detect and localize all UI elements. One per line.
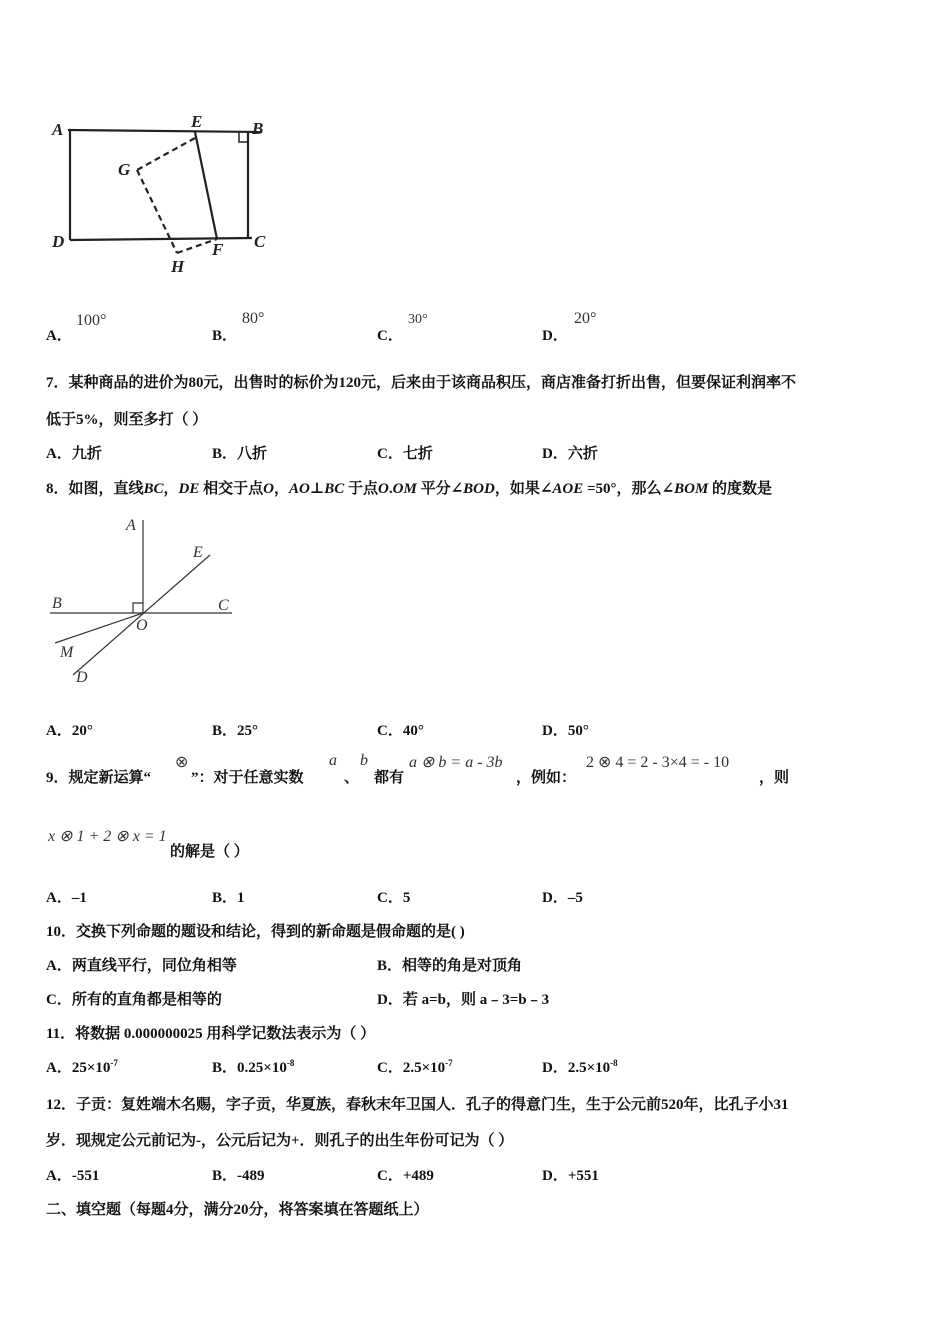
label-a: A <box>126 517 136 534</box>
q7-line1: 7．某种商品的进价为80元，出售时的标价为120元，后来由于该商品积压，商店准备打折出售，但要保证利润率不 <box>46 375 797 391</box>
q9-sep: 、 <box>344 770 360 786</box>
q7-option-a-value: 九折 <box>71 446 102 462</box>
q11-option-d-letter[interactable]: D． <box>542 1060 568 1076</box>
q9-option-b-letter[interactable]: B． <box>212 890 238 906</box>
label-c: C <box>218 597 229 614</box>
q9-option-b-value: 1 <box>237 890 245 906</box>
q6-option-b-letter[interactable]: B． <box>212 328 238 344</box>
q10-option-b-value: 相等的角是对顶角 <box>402 958 523 974</box>
q7-line2: 低于5%，则至多打（ ） <box>46 412 208 428</box>
q6-option-d-letter[interactable]: D． <box>542 328 568 344</box>
q8-option-d-value: 50° <box>567 723 589 739</box>
segment-ge <box>137 138 195 170</box>
q11-option-a-letter[interactable]: A． <box>46 1060 72 1076</box>
q9-option-a-letter[interactable]: A． <box>46 890 72 906</box>
q8-option-d-letter[interactable]: D． <box>542 723 568 739</box>
q10-option-a-value: 两直线平行，同位角相等 <box>71 958 237 974</box>
q9-question: 的解是（ ） <box>170 844 249 860</box>
q9-var-a: a <box>329 752 337 769</box>
segment-hf <box>177 239 217 253</box>
right-angle-mark <box>133 603 143 613</box>
label-d: D <box>52 232 65 251</box>
q6-option-c-letter[interactable]: C． <box>377 328 403 344</box>
label-f: F <box>212 240 224 259</box>
q7-option-d-value: 六折 <box>567 446 598 462</box>
q9-definition: a ⊗ b = a - 3b <box>409 754 503 771</box>
q9-equation: x ⊗ 1 + 2 ⊗ x = 1 <box>48 828 167 845</box>
ray-om <box>55 613 143 643</box>
q10-option-c-value: 所有的直角都是相等的 <box>71 992 222 1008</box>
edge-ab <box>68 130 262 132</box>
q10-option-d-letter[interactable]: D． <box>377 992 403 1008</box>
q12-option-c-letter[interactable]: C． <box>377 1168 403 1184</box>
q8-option-b-value: 25° <box>237 723 259 739</box>
q11-option-c-letter[interactable]: C． <box>377 1060 403 1076</box>
q8-stem: 8．如图，直线BC，DE 相交于点O，AO⊥BC 于点O.OM 平分∠BOD，如果∠AOE =50°，那么∠BOM 的度数是 <box>46 481 773 497</box>
q12-option-b-letter[interactable]: B． <box>212 1168 238 1184</box>
q9-example: 2 ⊗ 4 = 2 - 3×4 = - 10 <box>586 754 730 771</box>
q12-option-a-letter[interactable]: A． <box>46 1168 72 1184</box>
folded-rectangle-figure <box>40 105 280 280</box>
q11-option-d-exponent: -8 <box>610 1058 618 1068</box>
label-a: A <box>52 120 64 139</box>
q8-option-c-letter[interactable]: C． <box>377 723 403 739</box>
label-c: C <box>254 232 266 251</box>
q12-option-c-value: +489 <box>402 1168 434 1184</box>
label-d: D <box>76 669 88 686</box>
q7-option-d-letter[interactable]: D． <box>542 446 568 462</box>
label-b: B <box>252 119 264 138</box>
q8-option-b-letter[interactable]: B． <box>212 723 238 739</box>
edge-dc <box>70 238 252 240</box>
label-e: E <box>193 544 203 561</box>
fold-line-ef <box>195 132 217 239</box>
q6-option-d-value: 20° <box>574 310 597 327</box>
line-de <box>73 555 210 675</box>
q12-option-d-value: +551 <box>567 1168 599 1184</box>
q11-option-c-value: 2.5×10 <box>402 1060 446 1076</box>
label-g: G <box>118 160 131 179</box>
q7-option-c-value: 七折 <box>402 446 433 462</box>
q9-option-a-value: –1 <box>71 890 87 906</box>
q11-option-b-value: 0.25×10 <box>237 1060 287 1076</box>
q9-prefix: 9．规定新运算“ <box>46 770 152 786</box>
section-title: 二、填空题（每题4分，满分20分，将答案填在答题纸上） <box>46 1202 429 1218</box>
q11-option-c-exponent: -7 <box>445 1058 453 1068</box>
q9-var-b: b <box>360 752 368 769</box>
q9-mid2: 都有 <box>374 770 405 786</box>
q12-line2: 岁．现规定公元前记为-，公元后记为+．则孔子的出生年份可记为（ ） <box>46 1133 514 1149</box>
q9-stem <box>46 752 906 792</box>
q7-option-c-letter[interactable]: C． <box>377 446 403 462</box>
q7-option-a-letter[interactable]: A． <box>46 446 72 462</box>
q9-mid3: ，例如： <box>516 770 577 786</box>
q10-option-d-value: 若 a=b，则 a﹣3=b﹣3 <box>402 992 550 1008</box>
otimes-symbol: ⊗ <box>175 754 189 771</box>
q8-option-a-value: 20° <box>71 723 93 739</box>
q11-option-b-exponent: -8 <box>286 1058 295 1068</box>
label-o: O <box>136 617 148 634</box>
q8-option-a-letter[interactable]: A． <box>46 723 72 739</box>
q11-option-a-value: 25×10 <box>71 1060 111 1076</box>
q9-option-c-letter[interactable]: C． <box>377 890 403 906</box>
q9-suffix: ，则 <box>759 770 790 786</box>
q11-option-d-value: 2.5×10 <box>567 1060 611 1076</box>
intersecting-lines-figure <box>40 510 250 690</box>
q11-option-b-letter[interactable]: B． <box>212 1060 238 1076</box>
q12-option-a-value: -551 <box>71 1168 100 1184</box>
q6-option-a-value: 100° <box>76 312 107 329</box>
q11-stem: 11．将数据 0.000000025 用科学记数法表示为（ ） <box>46 1026 376 1042</box>
label-e: E <box>191 112 203 131</box>
right-angle-mark <box>239 132 248 142</box>
q12-option-d-letter[interactable]: D． <box>542 1168 568 1184</box>
q6-option-a-letter[interactable]: A． <box>46 328 72 344</box>
q9-mid1: ”：对于任意实数 <box>191 770 304 786</box>
q10-option-b-letter[interactable]: B． <box>377 958 403 974</box>
q9-option-d-value: –5 <box>567 890 583 906</box>
q6-option-b-value: 80° <box>242 310 265 327</box>
q9-option-d-letter[interactable]: D． <box>542 890 568 906</box>
q12-line1: 12．子贡：复姓端木名赐，字子贡，华夏族，春秋末年卫国人．孔子的得意门生，生于公元前520年，比孔子小31 <box>46 1097 789 1113</box>
label-b: B <box>52 595 62 612</box>
q10-stem: 10．交换下列命题的题设和结论，得到的新命题是假命题的是( ) <box>46 924 465 940</box>
q8-option-c-value: 40° <box>402 723 424 739</box>
label-m: M <box>60 644 74 661</box>
q11-option-a-exponent: -7 <box>110 1058 118 1068</box>
q12-option-b-value: -489 <box>237 1168 265 1184</box>
q7-option-b-value: 八折 <box>237 446 268 462</box>
q6-option-c-value: 30° <box>408 312 428 327</box>
q7-option-b-letter[interactable]: B． <box>212 446 238 462</box>
q10-option-a-letter[interactable]: A． <box>46 958 72 974</box>
label-h: H <box>171 257 185 276</box>
q9-option-c-value: 5 <box>402 890 411 906</box>
q10-option-c-letter[interactable]: C． <box>46 992 72 1008</box>
segment-gh <box>137 170 177 253</box>
